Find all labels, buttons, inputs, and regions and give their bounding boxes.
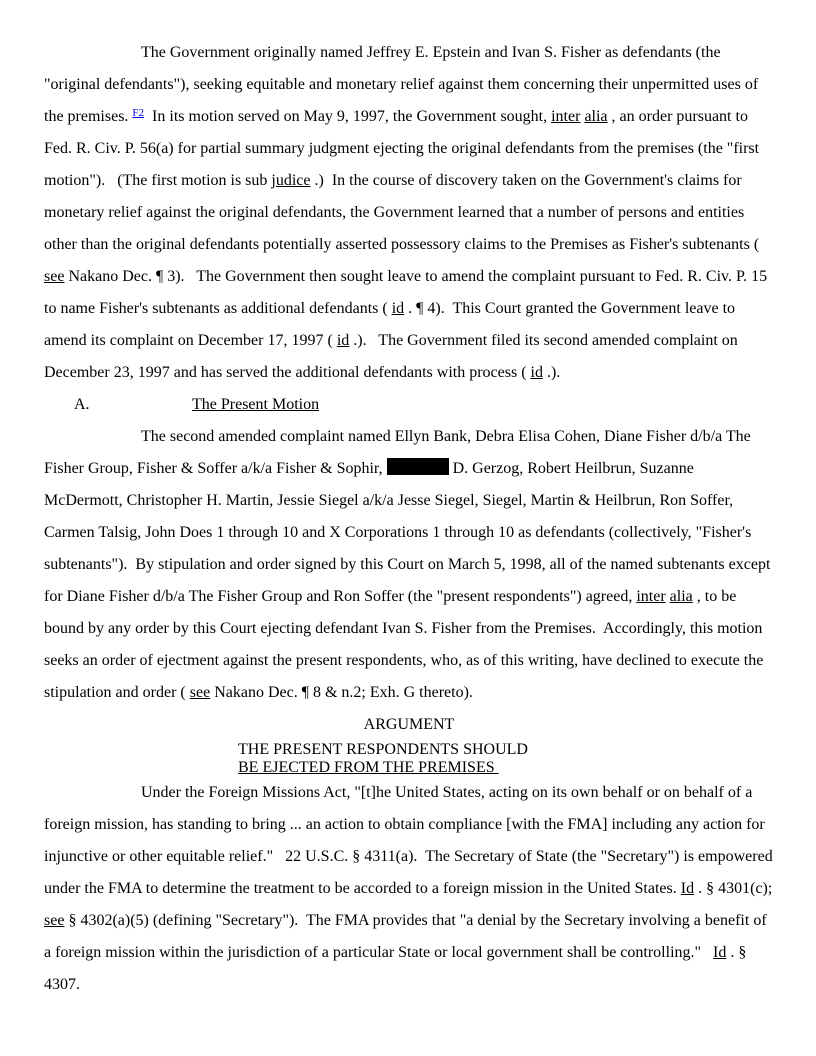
section-heading — [44, 389, 774, 421]
underlined-citation: see — [189, 684, 211, 701]
argument-heading: ARGUMENT — [363, 716, 455, 733]
text-run: D. Gerzog, Robert Heilbrun, Suzanne McDermott, Christopher H. Martin, Jessie Siegel a/k/a Jesse Siegel, Siegel, Martin & Heilbrun, Ron Soffer, Carmen Talsig, John Does 1 through 10 and X Corporations 1 through 10 as defendants (collectively, "Fisher's subtenants"). By stipulation and order signed by this Court on March 5, 1998, all of the named subtenants except for Diane Fisher d/b/a The Fisher Group and Ron Soffer (the "present respondents") agreed, — [44, 460, 771, 605]
underlined-citation: id — [391, 300, 405, 317]
underlined-citation: judice — [271, 172, 311, 189]
text-run: In its motion served on May 9, 1997, the Government sought, — [144, 108, 552, 125]
section-title: The Present Motion — [192, 396, 320, 413]
text-run: Nakano Dec. ¶ 3). The Government then sought leave to amend the complaint pursuant to Fed. R. Civ. P. 15 to name Fisher's subtenants as additional defendants ( — [44, 268, 768, 317]
argument-subheading-line-1: THE PRESENT RESPONDENTS SHOULD — [238, 741, 528, 758]
underlined-citation: alia — [584, 108, 608, 125]
text-run: The Government originally named Jeffrey E. Epstein and Ivan S. Fisher as defendants (the "original defendants"), seeking equitable and monetary relief against them concerning their unpermitted uses of the premises. — [44, 44, 759, 125]
paragraph-procedural-history — [44, 37, 774, 389]
text-run: . § 4307. — [44, 944, 747, 993]
underlined-citation: Id — [713, 944, 727, 961]
underlined-citation: Id — [680, 880, 695, 897]
brief-body — [44, 37, 774, 1001]
underlined-citation: inter — [636, 588, 666, 605]
section-letter: A. — [74, 396, 90, 413]
underlined-citation: see — [44, 268, 65, 285]
underlined-citation: alia — [669, 588, 693, 605]
underlined-citation: id — [336, 332, 350, 349]
paragraph-present-motion — [44, 421, 774, 709]
text-run: , an order pursuant to Fed. R. Civ. P. 56(a) for partial summary judgment ejecting the original defendants from the premises (the "first motion"). (The first motion is sub — [44, 108, 760, 189]
paragraph-fma-argument — [44, 777, 774, 1001]
text-run: .). — [542, 364, 561, 381]
text-run: .). The Government filed its second amended complaint on December 23, 1997 and has served the additional defendants with process ( — [44, 332, 738, 381]
text-run: . § 4301(c); — [694, 880, 773, 897]
underlined-citation: see — [44, 912, 65, 929]
redaction-box — [387, 458, 449, 475]
underlined-citation: inter — [551, 108, 581, 125]
text-run: . ¶ 4). This Court granted the Government leave to amend its complaint on December 17, 1997 ( — [44, 300, 736, 349]
text-run: The second amended complaint named Ellyn Bank, Debra Elisa Cohen, Diane Fisher d/b/a The Fisher Group, Fisher & Soffer a/k/a Fisher & Sophir, — [44, 428, 751, 477]
text-run: Under the Foreign Missions Act, "[t]he United States, acting on its own behalf or on behalf of a foreign mission, has standing to bring ... an action to obtain compliance [with the FMA] including any action for injunctive or other equitable relief." 22 U.S.C. § 4311(a). The Secretary of State (the "Secretary") is empowered under the FMA to determine the treatment to be accorded to a foreign mission in the United States. — [44, 784, 773, 897]
underlined-citation: id — [530, 364, 543, 381]
text-run: .) In the course of discovery taken on the Government's claims for monetary relief against the original defendants, the Government learned that a number of persons and entities other than the original defendants potentially asserted possessory claims to the Premises as Fisher's subtenants ( — [44, 172, 760, 253]
argument-subheading — [238, 741, 774, 777]
text-run: Nakano Dec. ¶ 8 & n.2; Exh. G thereto). — [210, 684, 473, 701]
footnote-ref-link[interactable]: F2 — [132, 107, 145, 119]
argument-subheading-line-2: BE EJECTED FROM THE PREMISES — [238, 759, 499, 776]
text-run: § 4302(a)(5) (defining "Secretary"). The FMA provides that "a denial by the Secretary involving a benefit of a foreign mission within the jurisdiction of a particular State or local government shall be controlling." — [44, 912, 767, 961]
text-run: , to be bound by any order by this Court ejecting defendant Ivan S. Fisher from the Premises. Accordingly, this motion seeks an order of ejectment against the present respondents, who, as of this writing, have declined to execute the stipulation and order ( — [44, 588, 764, 701]
